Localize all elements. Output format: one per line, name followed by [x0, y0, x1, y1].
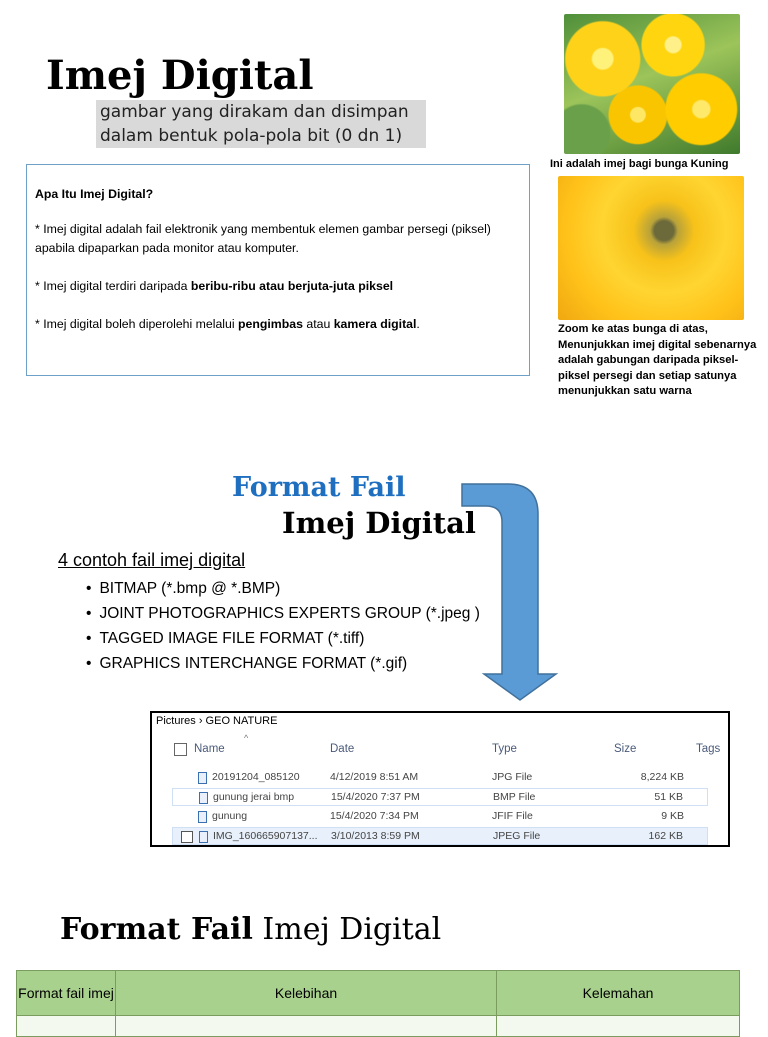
file-row[interactable]: IMG_160665907137... 3/10/2013 8:59 PM JPEG File 162 KB [172, 827, 708, 845]
column-size[interactable]: Size [614, 743, 637, 755]
file-row[interactable]: 20191204_085120 4/12/2019 8:51 AM JPG File 8,224 KB [172, 769, 708, 787]
info-question: Apa Itu Imej Digital? [35, 187, 154, 201]
table-row [17, 1016, 740, 1037]
page-title: Imej Digital [46, 52, 314, 99]
image-file-icon [198, 772, 207, 784]
zoomed-flower-image [558, 176, 744, 320]
format-table-title: Format Fail Imej Digital [60, 912, 442, 947]
example-item: • BITMAP (*.bmp @ *.BMP) [86, 576, 480, 601]
breadcrumb-pictures[interactable]: Pictures [156, 715, 196, 727]
image-file-icon [199, 831, 208, 843]
breadcrumb [156, 715, 277, 727]
format-comparison-table [16, 970, 740, 1037]
header-kelebihan: Kelebihan [116, 971, 497, 1016]
info-point-2: * Imej digital terdiri daripada beribu-ribu atau berjuta-juta piksel [35, 279, 394, 293]
file-row[interactable]: gunung jerai bmp 15/4/2020 7:37 PM BMP File 51 KB [172, 788, 708, 806]
example-item: • JOINT PHOTOGRAPHICS EXPERTS GROUP (*.jpeg ) [86, 601, 480, 626]
info-point-1: * Imej digital adalah fail elektronik yang membentuk elemen gambar persegi (piksel) apabila dipaparkan pada monitor atau komputer. [35, 222, 491, 255]
examples-heading: 4 contoh fail imej digital [58, 550, 246, 570]
image-file-icon [198, 811, 207, 823]
row-checkbox[interactable] [181, 831, 193, 843]
example-item: • TAGGED IMAGE FILE FORMAT (*.tiff) [86, 626, 480, 651]
format-heading-line2: Imej Digital [282, 506, 476, 540]
file-row[interactable]: gunung 15/4/2020 7:34 PM JFIF File 9 KB [172, 808, 708, 826]
info-box [26, 164, 530, 376]
column-tags[interactable]: Tags [696, 743, 721, 755]
zoom-caption: Zoom ke atas bunga di atas, Menunjukkan imej digital sebenarnya adalah gabungan daripada piksel-piksel persegi dan setiap satunya menunjukkan satu warna [558, 323, 757, 397]
header-format: Format fail imej [17, 971, 116, 1016]
column-name[interactable]: Name [194, 743, 225, 755]
sort-ascending-icon: ^ [244, 733, 249, 743]
breadcrumb-separator-icon: › [198, 715, 203, 727]
column-type[interactable]: Type [492, 743, 517, 755]
info-point-3: * Imej digital boleh diperolehi melalui pengimbas atau kamera digital. [35, 317, 420, 331]
image-file-icon [199, 792, 208, 804]
example-item: • GRAPHICS INTERCHANGE FORMAT (*.gif) [86, 651, 480, 676]
page-subtitle: gambar yang dirakam dan disimpan dalam bentuk pola-pola bit (0 dn 1) [96, 100, 426, 148]
flower-caption: Ini adalah imej bagi bunga Kuning [550, 158, 729, 170]
select-all-checkbox[interactable] [174, 743, 187, 756]
examples-list [86, 576, 480, 676]
yellow-flower-image [564, 14, 740, 154]
header-kelemahan: Kelemahan [497, 971, 740, 1016]
format-heading-line1: Format Fail [232, 472, 406, 503]
breadcrumb-geo-nature[interactable]: GEO NATURE [205, 715, 278, 727]
column-date[interactable]: Date [330, 743, 355, 755]
file-explorer-screenshot [150, 711, 730, 847]
